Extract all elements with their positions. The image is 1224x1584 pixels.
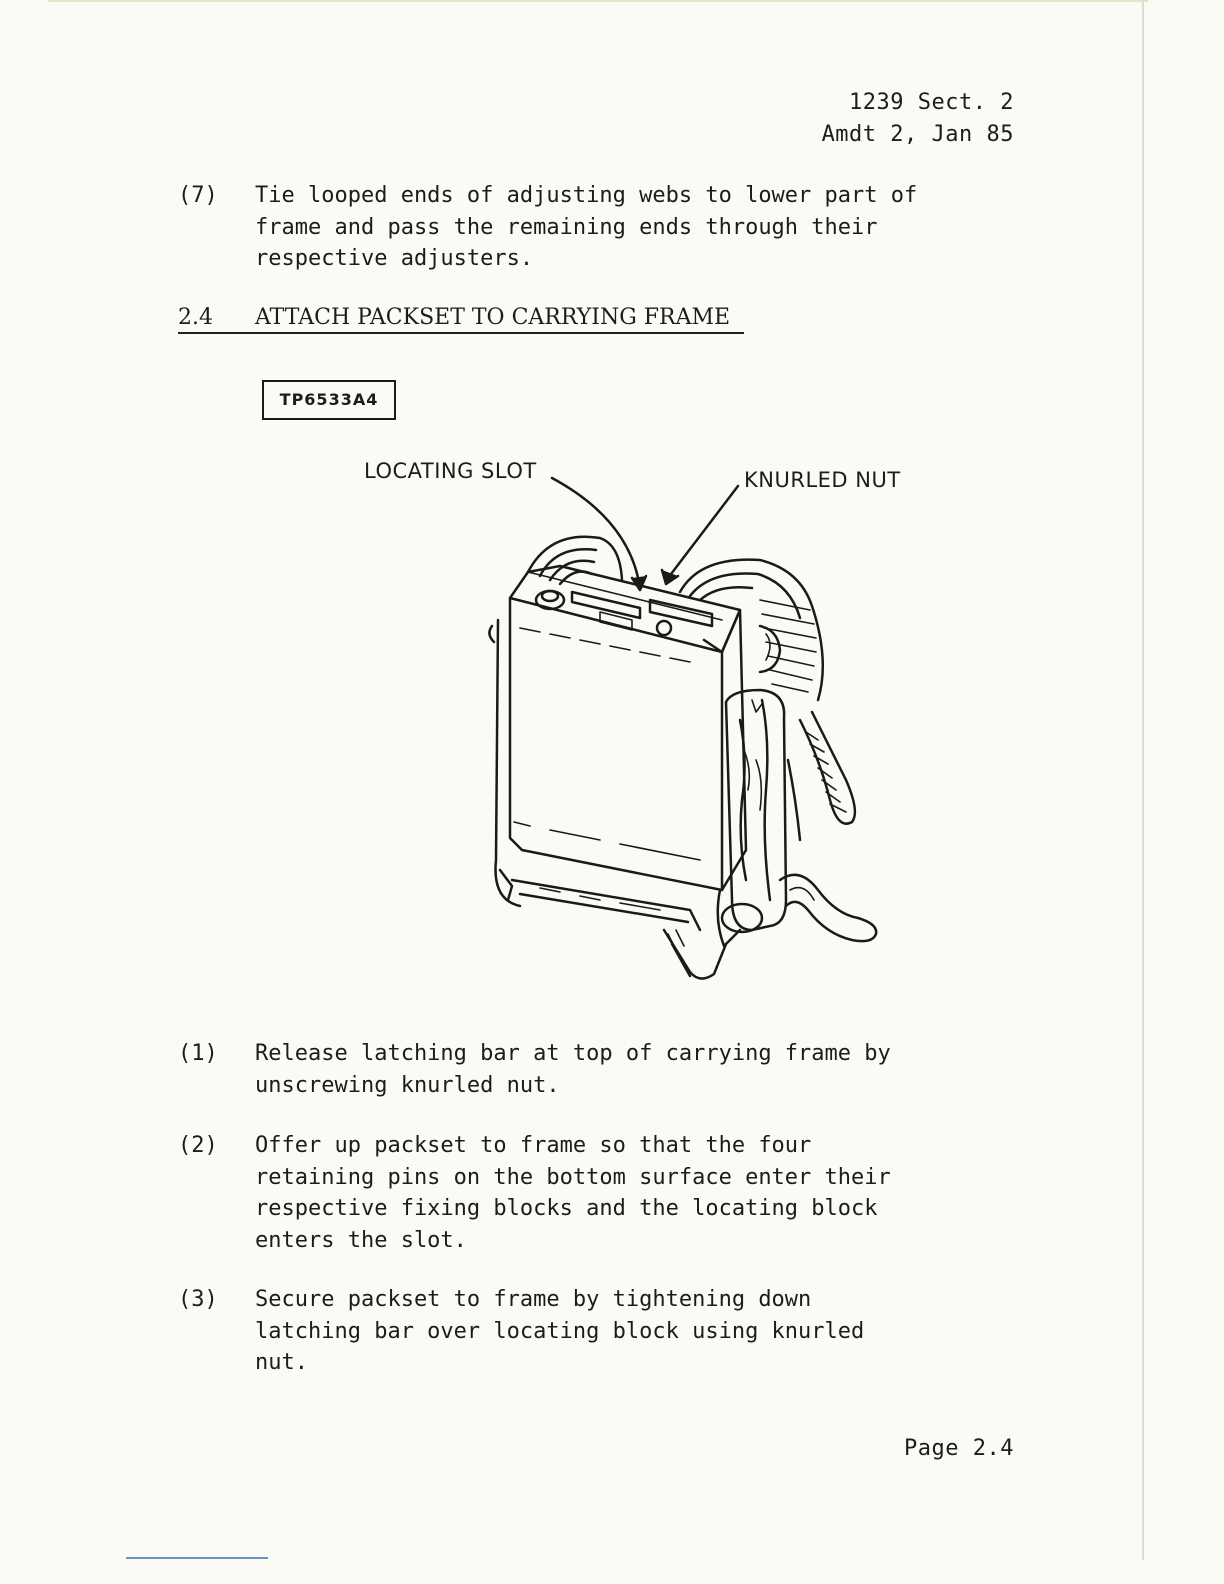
step-text: Tie looped ends of adjusting webs to lower part of frame and pass the remaining ends through their respective adjusters. [255,183,918,271]
step-number: (1) [178,1041,218,1066]
knurled-nut-label: KNURLED NUT [744,468,901,492]
step-text: Secure packset to frame by tightening down latching bar over locating block using knurled nut. [255,1287,865,1375]
step-number: (7) [178,183,218,208]
page-edge-top [48,0,1148,2]
page-edge-right [1142,0,1144,1560]
step-number: (2) [178,1133,218,1158]
step-text: Offer up packset to frame so that the four retaining pins on the bottom surface enter their respective fixing blocks and the locating block enters the slot. [255,1133,891,1253]
page-edge-bottom [126,1557,268,1559]
figure-id-box: TP6533A4 [262,380,396,420]
page-number: Page 2.4 [904,1436,1014,1461]
amendment-date: Amdt 2, Jan 85 [821,122,1014,147]
section-title: ATTACH PACKSET TO CARRYING FRAME [255,305,731,330]
section-number: 2.4 [178,305,213,330]
knurled-nut-leader [668,486,738,578]
step-number: (3) [178,1287,218,1312]
section-heading [178,305,744,334]
locating-slot-leader [552,478,640,588]
step-text: Release latching bar at top of carrying frame by unscrewing knurled nut. [255,1041,891,1098]
document-reference: 1239 Sect. 2 [849,90,1014,115]
locating-slot-label: LOCATING SLOT [364,459,537,483]
